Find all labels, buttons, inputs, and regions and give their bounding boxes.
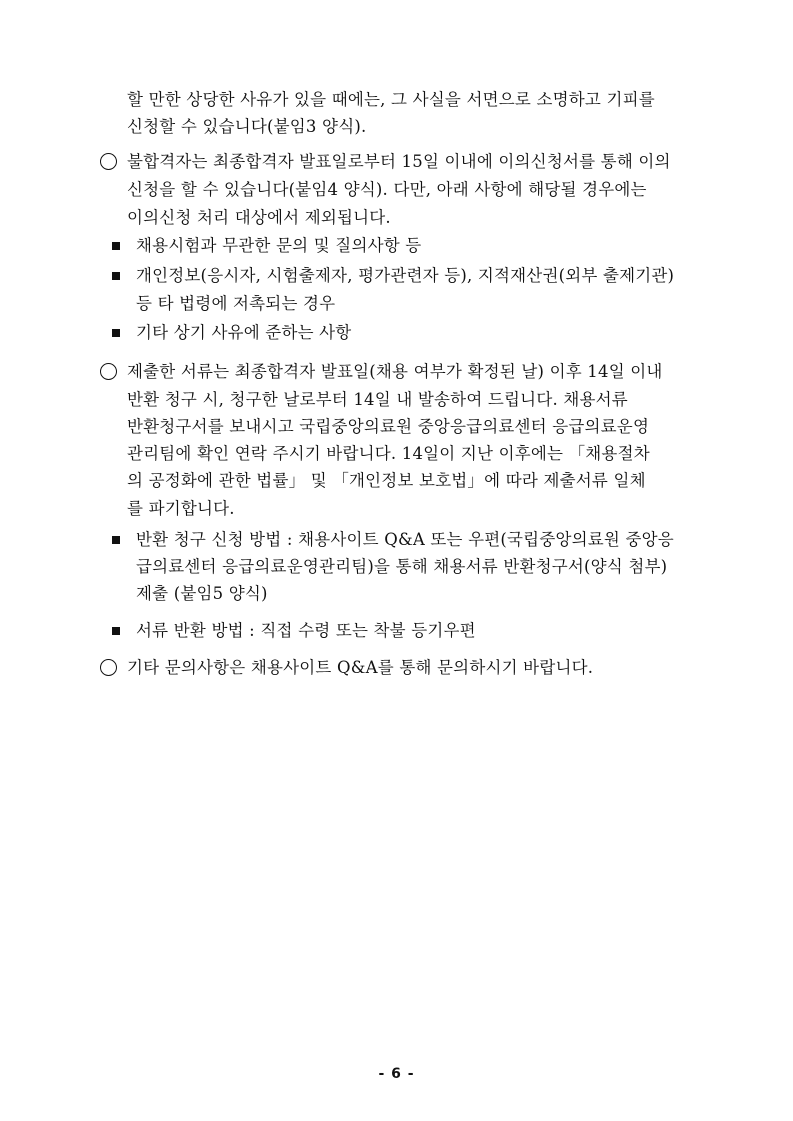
square-bullet-icon	[112, 329, 120, 337]
paragraph-line: 반환청구서를 보내시고 국립중앙의료원 중앙응급의료센터 응급의료운영	[127, 417, 650, 436]
page-number: - 6 -	[378, 1066, 415, 1082]
list-item: 제출 (붙임5 양식)	[136, 584, 268, 603]
list-item: 채용시험과 무관한 문의 및 질의사항 등	[136, 236, 422, 255]
paragraph-line: 신청을 할 수 있습니다(붙임4 양식). 다만, 아래 사항에 해당될 경우에는	[127, 180, 647, 199]
list-item: 급의료센터 응급의료운영관리팀)을 통해 채용서류 반환청구서(양식 첨부)	[136, 557, 668, 576]
paragraph-line: 기타 문의사항은 채용사이트 Q&A를 통해 문의하시기 바랍니다.	[127, 658, 594, 677]
square-bullet-icon	[112, 242, 120, 250]
list-item: 서류 반환 방법 : 직접 수령 또는 착불 등기우편	[136, 621, 476, 640]
paragraph-line: 신청할 수 있습니다(붙임3 양식).	[127, 117, 367, 136]
square-bullet-icon	[112, 627, 120, 635]
paragraph-line: 할 만한 상당한 사유가 있을 때에는, 그 사실을 서면으로 소명하고 기피를	[127, 90, 655, 109]
circle-bullet-icon	[100, 363, 117, 380]
circle-bullet-icon	[100, 659, 117, 676]
paragraph-line: 불합격자는 최종합격자 발표일로부터 15일 이내에 이의신청서를 통해 이의	[127, 152, 671, 171]
paragraph-line: 의 공정화에 관한 법률」 및 「개인정보 보호법」에 따라 제출서류 일체	[127, 471, 646, 490]
paragraph-line: 반환 청구 시, 청구한 날로부터 14일 내 발송하여 드립니다. 채용서류	[127, 390, 628, 409]
paragraph-line: 관리팀에 확인 연락 주시기 바랍니다. 14일이 지난 이후에는 「채용절차	[127, 444, 650, 463]
square-bullet-icon	[112, 272, 120, 280]
paragraph-line: 이의신청 처리 대상에서 제외됩니다.	[127, 208, 391, 227]
paragraph-line: 제출한 서류는 최종합격자 발표일(채용 여부가 확정된 날) 이후 14일 이내	[127, 362, 663, 381]
circle-bullet-icon	[100, 153, 117, 170]
square-bullet-icon	[112, 536, 120, 544]
paragraph-line: 를 파기합니다.	[127, 499, 235, 518]
list-item: 반환 청구 신청 방법 : 채용사이트 Q&A 또는 우편(국립중앙의료원 중앙응	[136, 530, 674, 549]
list-item: 기타 상기 사유에 준하는 사항	[136, 323, 352, 342]
list-item: 등 타 법령에 저촉되는 경우	[136, 294, 336, 313]
list-item: 개인정보(응시자, 시험출제자, 평가관련자 등), 지적재산권(외부 출제기관)	[136, 266, 675, 285]
